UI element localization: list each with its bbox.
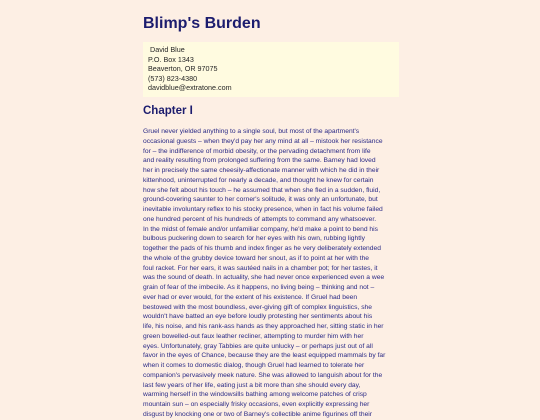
body-line: ground-covering saunter to her corner's solitude, it was only an unfortunate, but: [143, 196, 378, 204]
body-line: ever had or ever would, for the extent of his existence. If Gruel had been: [143, 293, 358, 301]
body-line: for – the indifference of morbid obesity, or the pervading detachment from life: [143, 147, 371, 155]
body-line: In the midst of female and/or unfamiliar company, he'd make a point to bend his: [143, 225, 378, 233]
chapter-heading: Chapter I: [143, 105, 193, 117]
body-line: last few years of her life, eating just a bit more than she should every day,: [143, 381, 361, 389]
author-address-block: [143, 42, 399, 97]
chapter-body-text: [143, 127, 408, 420]
body-line: warming herself in the windowsills bathing among welcome patches of crisp: [143, 391, 367, 399]
body-line: life, his noise, and his rank-ass hands as they approached her, sitting static in her: [143, 323, 384, 330]
author-name: David Blue: [150, 45, 185, 54]
body-line: and reality resulting from prolonged suffering from the same. Barney had loved: [143, 157, 376, 165]
body-line: one hundred percent of his hundreds of attempts to command any whatsoever.: [143, 215, 377, 223]
body-line: companion's pervasively meek nature. She was allowed to languish about for the: [143, 371, 383, 379]
body-line: how she felt about his touch – he assumed that when she fled in a sudden, fluid,: [143, 186, 381, 194]
body-line: green bowelled-out faux leather recliner, attempting to murder him with her: [143, 332, 364, 340]
body-line: disgust by knocking one or two of Barney's collectible anime figurines off their: [143, 410, 373, 418]
body-line: kittenhood, uninterrupted for nearly a decade, and thought he knew for certain: [143, 176, 374, 184]
body-line: bulbous puckering down to search for her eyes with his own, rubbing lightly: [143, 235, 365, 243]
body-line: favor in the eyes of Chance, because they are the least equipped mammals by far: [143, 352, 386, 360]
body-line: bestowed with the most boundless, ever-giving gift of complex linguistics, she: [143, 303, 372, 311]
body-line: mountain sun – on especially frisky occasions, even explicitly expressing her: [143, 401, 370, 408]
body-line: her in precisely the same cheesily-affectionate manner with which he did in their: [143, 167, 380, 174]
body-line: wouldn't have batted an eye before loudly protesting her sentiments about his: [143, 313, 373, 321]
body-line: foul racket. For her ears, it was sautéed nails in a chamber pot; for her tastes, it: [143, 264, 378, 272]
body-line: the whole of the grubby device toward her snout, as if to point at her with the: [143, 254, 370, 262]
body-line: inevitable involuntary reflex to his stocky presence, when in fact his volume failed: [143, 206, 383, 213]
author-city-state-zip: Beaverton, OR 97075: [148, 64, 218, 74]
body-line: Gruel never yielded anything to a single soul, but most of the apartment's: [143, 128, 360, 135]
author-po-box: P.O. Box 1343: [148, 54, 194, 64]
document-title: Blimp's Burden: [143, 15, 261, 32]
body-line: when it comes to domestic dialog, though Gruel had learned to tolerate her: [143, 362, 365, 369]
author-phone: (573) 823-4380: [148, 73, 198, 83]
body-line: together the pads of his thumb and index finger as he very deliberately extended: [143, 245, 381, 252]
author-email: davidblue@extratone.com: [148, 83, 232, 93]
body-line: occasional guests – when they'd pay her any mind at all – mistook her resistance: [143, 137, 383, 145]
body-line: grain of fear of the imbecile. As it happens, no living being – thinking and not –: [143, 284, 375, 291]
body-line: was the sound of death. In actuality, she had never once experienced even a wee: [143, 274, 385, 282]
body-line: eyes. Unfortunately, gray Tabbies are quite unlucky – or perhaps just out of all: [143, 342, 373, 350]
